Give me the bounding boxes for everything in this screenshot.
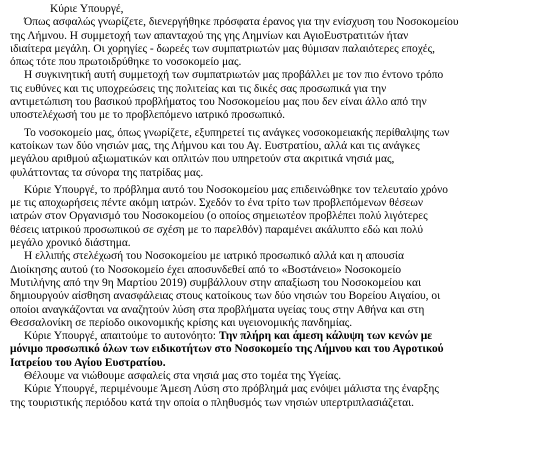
- text-line: Διοίκησης αυτού (το Νοσοκομείο έχει αποσυνδεθεί από το «Βοστάνειο» Νοσοκομείο: [10, 263, 402, 276]
- paragraph-demand: [10, 330, 531, 370]
- text-line: με τις αποχωρήσεις πέντε ακόμη ιατρών. Σχεδόν το ένα τρίτο των προβλεπόμενων θέσεων: [10, 197, 423, 210]
- text-line: αντιμετώπιση του βασικού προβλήματος του Νοσοκομείου μας που δεν είναι άλλο από την: [10, 96, 427, 109]
- text-line: ιατρών στον Οργανισμό του Νοσοκομείου (ο οποίος σημειωτέον προβλέπει πολύ λιγότερες: [10, 210, 428, 223]
- paragraph-staff-shortage: [10, 184, 531, 250]
- text-line: οποίοι αναγκάζονται να αναζητούν λύση στα προβλήματα υγείας τους στην Αθήνα και στη: [10, 303, 425, 316]
- text-line: Η ελλιπής στελέχωσή του Νοσοκομείου με ιατρικό προσωπικό αλλά και η απουσία: [24, 250, 404, 263]
- text-line: μεγάλο χρονικό διάστημα.: [10, 237, 131, 250]
- text-line: υποστελέχωσή του με το προβλεπόμενο ιατρικό προσωπικό.: [10, 109, 286, 122]
- paragraph-hospital-needs: [10, 127, 531, 180]
- text-line: [10, 330, 531, 343]
- text-line: μεγάλου αριθμού αξιωματικών και οπλιτών που υπηρετούν στα ακριτικά νησιά μας,: [10, 153, 395, 166]
- text-line: της τουριστικής περιόδου κατά την οποία ο πληθυσμός των νησιών υπερτριπλασιάζεται.: [10, 396, 414, 409]
- paragraph-administration: [10, 250, 531, 330]
- text-line: Το νοσοκομείο μας, όπως γνωρίζετε, εξυπηρετεί τις ανάγκες νοσοκομειακής περίθαλψης των: [24, 126, 450, 139]
- text-line: Θεσσαλονίκη σε περίοδο οικονομικής κρίσης και υγειονομικής πανδημίας.: [10, 316, 353, 329]
- text-line: Η συγκινητική αυτή συμμετοχή των συμπατριωτών μας προβάλλει με τον πιο έντονο τρόπο: [24, 69, 444, 82]
- text-line: δημιουργούν αίσθηση ανασφάλειας στους κατοίκους των δύο νησιών του Βορείου Αιγαίου, οι: [10, 290, 441, 303]
- text-line: φυλάττοντας τα σύνορα της πατρίδας μας.: [10, 166, 204, 179]
- demand-bold: Την πλήρη και άμεση κάλυψη των κενών με: [218, 330, 433, 343]
- greeting: Κύριε Υπουργέ,: [50, 3, 124, 15]
- text-line: τις ευθύνες και τις υποχρεώσεις της πολιτείας και τις δικές σας προσωπικά για την: [10, 82, 387, 95]
- text-line: της Λήμνου. Η συμμετοχή των απανταχού της γης Λημνίων και ΑγιοΕυστρατιτών ήταν: [10, 29, 409, 42]
- text-line: ιδιαίτερα μεγάλη. Οι χορηγίες - δωρεές των συμπατριωτών μας θύμισαν παλαιότερες εποχές,: [10, 42, 435, 55]
- paragraph-tourism: [10, 383, 531, 410]
- text-line: κατοίκων των δύο νησιών μας, της Λήμνου και του Αγ. Ευστρατίου, αλλά και τις ανάγκες: [10, 139, 420, 152]
- paragraph-donation: [10, 16, 531, 69]
- text-line: Μυτιλήνης από την 9η Μαρτίου 2019) συμβάλλουν στην απαξίωση του Νοσοκομείου και: [10, 276, 422, 289]
- text-line: θέσεις ιατρικού προσωπικού σε σχέση με το παρελθόν) παραμένει ακάλυπτο εδώ και πολύ: [10, 223, 424, 236]
- demand-lead: Κύριε Υπουργέ, απαιτούμε το αυτονόητο:: [24, 330, 219, 343]
- text-line: όπως τότε που πρωτοιδρύθηκε το νοσοκομείο μας.: [10, 56, 242, 69]
- paragraph-responsibility: [10, 69, 531, 122]
- text-line: μόνιμο προσωπικό όλων των ειδικοτήτων στο Νοσοκομείο της Λήμνου και του Αγροτικού: [10, 343, 444, 356]
- paragraph-safety: Θέλουμε να νιώθουμε ασφαλείς στα νησιά μας στο τομέα της Υγείας.: [24, 370, 342, 383]
- text-line: Κύριε Υπουργέ, το πρόβλημα αυτό του Νοσοκομείου μας επιδεινώθηκε τον τελευταίο χρόνο: [24, 183, 448, 196]
- text-line: Ιατρείου του Αγίου Ευστρατίου.: [10, 356, 166, 369]
- text-line: Κύριε Υπουργέ, περιμένουμε Άμεση Λύση στο πρόβλημά μας ενόψει μάλιστα της έναρξης: [24, 383, 439, 396]
- text-line: Όπως ασφαλώς γνωρίζετε, διενεργήθηκε πρόσφατα έρανος για την ενίσχυση του Νοσοκομείου: [24, 16, 459, 29]
